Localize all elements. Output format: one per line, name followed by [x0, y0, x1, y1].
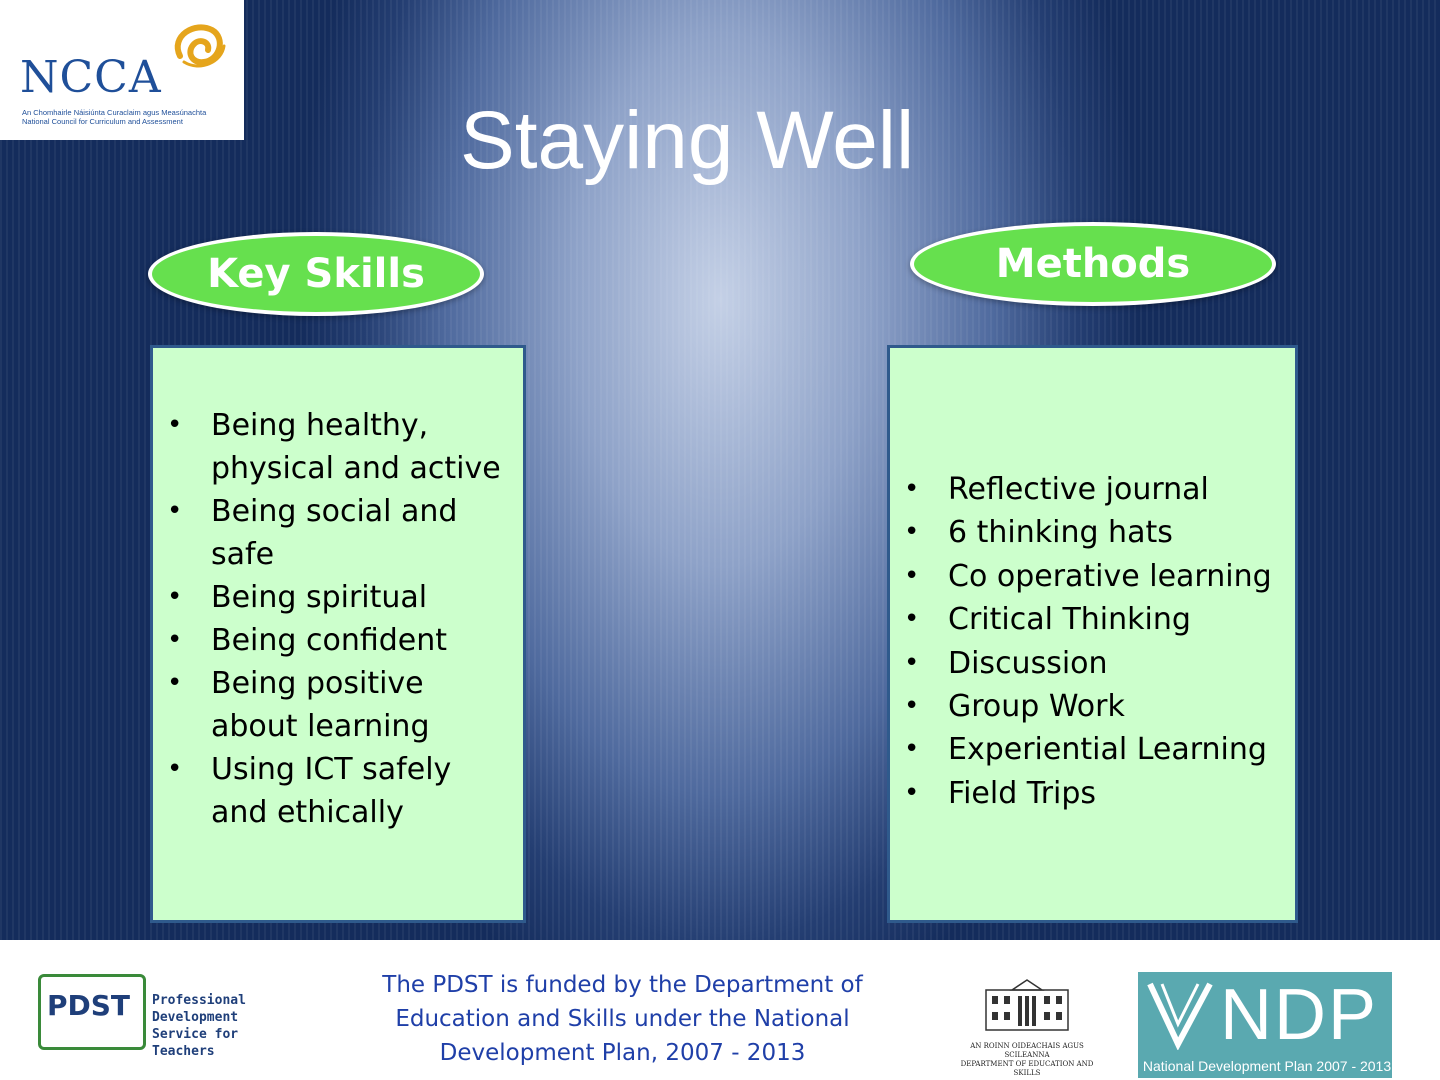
pdst-words [152, 992, 298, 1060]
ncca-subline [22, 108, 237, 126]
bullet-icon: • [904, 777, 920, 808]
list-item [900, 728, 1295, 771]
list-item-text: Being spiritual [211, 580, 428, 615]
bullet-icon: • [904, 604, 920, 635]
list-item [163, 748, 513, 834]
slide-title: Staying Well [460, 95, 915, 186]
funding-line-2: Education and Skills under the National [395, 1006, 850, 1032]
list-item-text: Discussion [948, 645, 1108, 681]
list-item [900, 685, 1295, 728]
pdst-mark-text: PDST [47, 989, 131, 1022]
ndp-wordmark: NDP [1220, 975, 1379, 1055]
ncca-wordmark: NCCA [20, 52, 162, 103]
list-item [163, 404, 513, 490]
ncca-subline-irish: An Chomhairle Náisiúnta Curaclaim agus Measúnachta [22, 108, 207, 117]
department-label-irish: AN ROINN OIDEACHAIS AGUS SCILEANNA [970, 1042, 1084, 1059]
pdst-line-2: Development [152, 1010, 239, 1025]
list-item-text: Being social and safe [211, 494, 458, 572]
list-item-text: Co operative learning [948, 558, 1272, 594]
ncca-logo [0, 0, 244, 140]
pdst-logo [38, 974, 298, 1074]
list-item-text: Critical Thinking [948, 602, 1191, 638]
ndp-caption: National Development Plan 2007 - 2013 [1142, 1058, 1392, 1074]
list-item-text: Field Trips [948, 775, 1097, 811]
list-item-text: 6 thinking hats [948, 515, 1173, 551]
list-item [900, 511, 1295, 554]
bullet-icon: • [904, 474, 920, 504]
bullet-icon: • [167, 582, 183, 612]
bullet-icon: • [167, 625, 183, 655]
list-item [163, 619, 513, 662]
bullet-icon: • [167, 668, 183, 698]
key-skills-box [150, 345, 526, 923]
list-item [900, 772, 1295, 815]
list-item [900, 468, 1295, 511]
pdst-line-3: Service for Teachers [152, 1027, 239, 1059]
list-item [900, 598, 1295, 641]
ndp-harp-icon [1144, 978, 1216, 1050]
department-label [952, 1042, 1102, 1078]
bullet-icon: • [167, 754, 183, 784]
list-item-text: Reflective journal [948, 472, 1209, 507]
funding-statement [330, 968, 915, 1070]
methods-heading: Methods [910, 222, 1276, 306]
list-item-text: Group Work [948, 689, 1125, 725]
list-item-text: Being positive about learning [211, 666, 430, 744]
bullet-icon: • [904, 560, 920, 591]
methods-list [900, 468, 1295, 815]
list-item [163, 662, 513, 748]
bullet-icon: • [904, 647, 920, 678]
list-item-text: Experiential Learning [948, 732, 1267, 768]
pdst-line-1: Professional [152, 993, 246, 1008]
bullet-icon: • [904, 691, 920, 722]
key-skills-list [163, 404, 513, 834]
bullet-icon: • [904, 734, 920, 765]
methods-box [887, 345, 1298, 923]
list-item-text: Using ICT safely and ethically [211, 752, 452, 830]
ndp-logo [1138, 972, 1392, 1078]
ncca-subline-english: National Council for Curriculum and Assessment [22, 117, 183, 126]
bullet-icon: • [167, 410, 183, 440]
funding-line-1: The PDST is funded by the Department of [382, 972, 863, 998]
pdst-mark [38, 974, 146, 1050]
list-item [900, 555, 1295, 598]
government-building-icon [982, 978, 1072, 1034]
key-skills-heading: Key Skills [148, 232, 484, 316]
list-item [163, 576, 513, 619]
list-item-text: Being confident [211, 623, 448, 658]
bullet-icon: • [167, 496, 183, 526]
ncca-swirl-icon [160, 16, 230, 76]
department-label-english: DEPARTMENT OF EDUCATION AND SKILLS [960, 1060, 1094, 1077]
list-item [163, 490, 513, 576]
funding-line-3: Development Plan, 2007 - 2013 [439, 1040, 806, 1066]
department-logo [952, 978, 1102, 1077]
bullet-icon: • [904, 517, 920, 548]
list-item [900, 642, 1295, 685]
list-item-text: Being healthy, physical and active [211, 408, 501, 486]
